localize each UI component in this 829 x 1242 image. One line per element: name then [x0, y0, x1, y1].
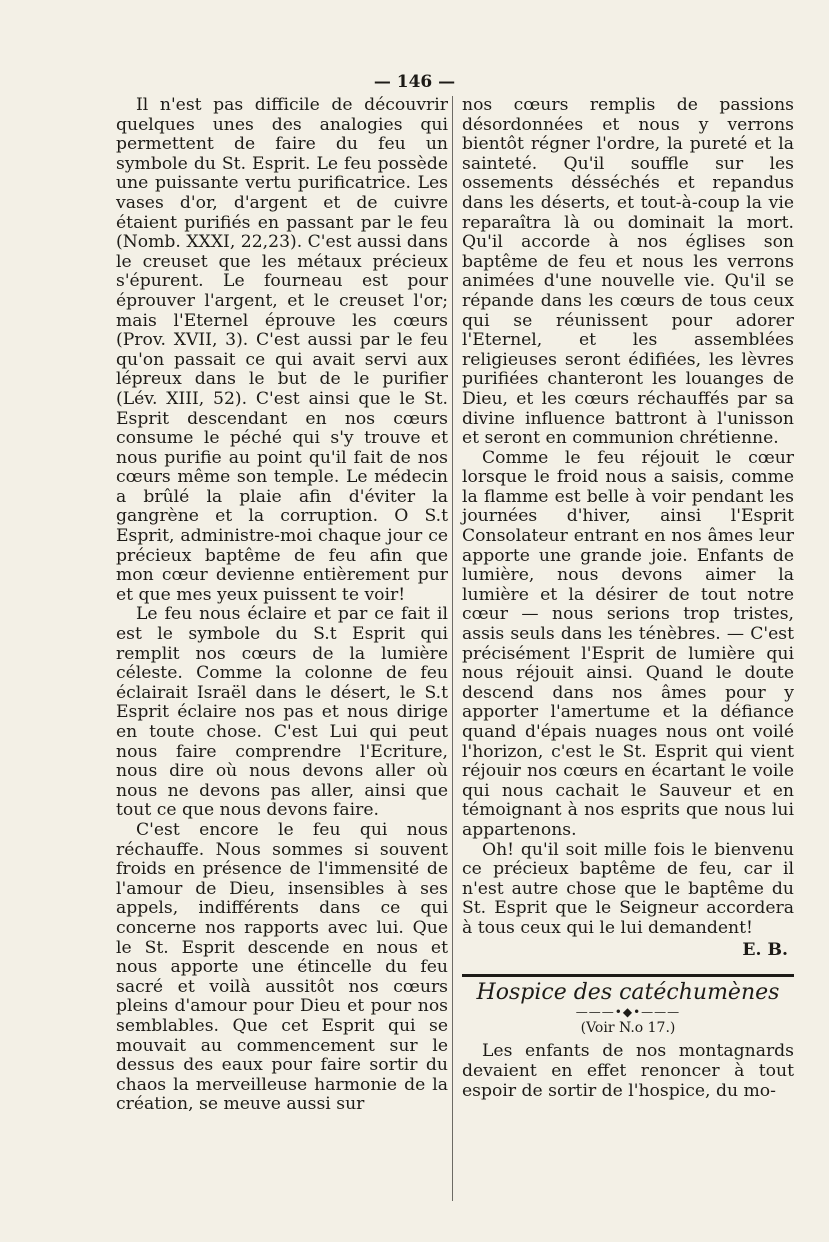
column-divider	[452, 96, 453, 1201]
paragraph: nos cœurs remplis de passions désordonnées et nous y verrons bientôt régner l'ordre, la pureté et la sainteté. Qu'il souffle sur les ossements désséchés et repandus dans les déserts, et tout-à-coup la vie reparaîtra là ou dominait la mort. Qu'il accorde à nos églises son baptême de feu et nous les verrons animées d'une nouvelle vie. Qu'il se répande dans les cœurs de tous ceux qui se réunissent pour adorer l'Eternel, et les assemblées religieuses seront édifiées, les lèvres purifiées chanteront les louanges de Dieu, et les cœurs réchauffés par sa divine influence battront à l'unisson et seront en communion chrétienne.	[462, 95, 794, 449]
paragraph: Les enfants de nos montagnards devaient en effet renoncer à tout espoir de sortir de l'hospice, du mo-	[462, 1041, 794, 1101]
section-reference: (Voir N.o 17.)	[580, 1019, 676, 1036]
author-signature: E. B.	[742, 939, 788, 960]
paragraph: Le feu nous éclaire et par ce fait il est le symbole du S.t Esprit qui remplit nos cœurs de la lumière céleste. Comme la colonne de feu éclairait Israël dans le désert, le S.t Esprit éclaire nos pas et nous dirige en toute chose. C'est Lui qui peut nous faire comprendre l'Ecriture, nous dire où nous devons aller où nous ne devons pas aller, ainsi que tout ce que nous devons faire.	[116, 604, 448, 821]
right-column	[462, 96, 794, 1101]
paragraph: Oh! qu'il soit mille fois le bienvenu ce précieux baptême de feu, car il n'est autre chose que le baptême du St. Esprit que le Seigneur accordera à tous ceux qui le lui demandent!	[462, 839, 794, 938]
paragraph: Comme le feu réjouit le cœur lorsque le froid nous a saisis, comme la flamme est belle à voir pendant les journées d'hiver, ainsi l'Esprit Consolateur entrant en nos âmes leur apporte une grande joie. Enfants de lumière, nous devons aimer la lumière et la désirer de tout notre cœur — nous serions trop tristes, assis seuls dans les ténèbres. — C'est précisément l'Esprit de lumière qui nous réjouit ainsi. Quand le doute descend dans nos âmes pour y apporter l'amertume et la défiance quand d'épais nuages nous ont voilé l'horizon, c'est le St. Esprit qui vient réjouir nos cœurs en écartant le voile qui nous cachait le Sauveur et en témoignant à nos esprits que nous lui appartenons.	[462, 447, 794, 840]
section-rule	[462, 974, 794, 977]
section-title: Hospice des catéchumènes	[476, 980, 780, 1006]
paragraph: C'est encore le feu qui nous réchauffe. Nous sommes si souvent froids en présence de l'immensité de l'amour de Dieu, insensibles à ses appels, indifférents dans ce qui concerne nos rapports avec lui. Que le St. Esprit descende en nous et nous apporte une étincelle du feu sacré et voilà aussitôt nos cœurs pleins d'amour pour Dieu et pour nos semblables. Que cet Esprit qui se mouvait au commencement sur le dessus des eaux pour faire sortir du chaos la merveilleuse harmonie de la création, se meuve aussi sur	[116, 819, 448, 1115]
paragraph: Il n'est pas difficile de découvrir quelques unes des analogies qui permettent de faire du feu un symbole du St. Esprit. Le feu possède une puissante vertu purificatrice. Les vases d'or, d'argent et de cuivre étaient purifiés en passant par le feu (Nomb. XXXI, 22,23). C'est aussi dans le creuset que les métaux précieux s'épurent. Le fourneau est pour éprouver l'argent, et le creuset l'or; mais l'Eternel éprouve les cœurs (Prov. XVII, 3). C'est aussi par le feu qu'on passait ce qui avait servi aux lépreux dans le but de le purifier (Lév. XIII, 52). C'est ainsi que le St. Esprit descendant en nos cœurs consume le péché qui s'y trouve et nous purifie au point qu'il fait de nos cœurs même son temple. Le médecin a brûlé la plaie afin d'éviter la gangrène et la corruption. O S.t Esprit, administre-moi chaque jour ce précieux baptême de feu afin que mon cœur devienne entièrement pur et que mes yeux puissent te voir!	[116, 95, 448, 605]
page-number: — 146 —	[373, 72, 456, 92]
left-column	[116, 96, 448, 1115]
ornament-divider: ———•◆•———	[575, 1004, 681, 1019]
